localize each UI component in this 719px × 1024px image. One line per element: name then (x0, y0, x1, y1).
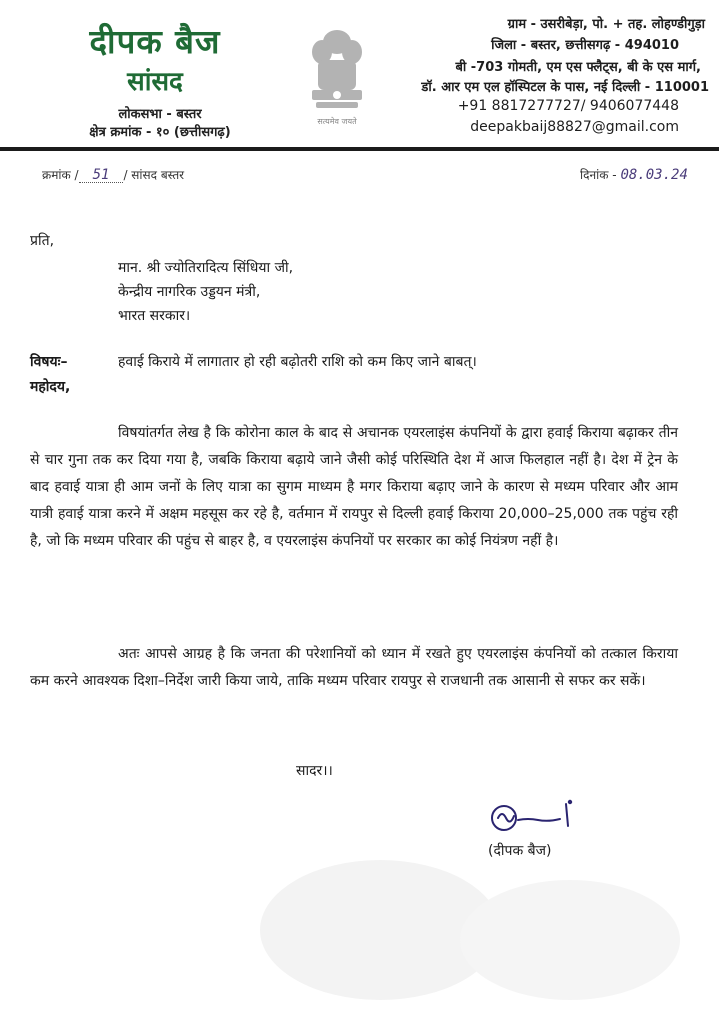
mp-title: सांसद (127, 67, 183, 97)
subject-text: हवाई किराये में लागातार हो रही बढ़ोतरी राशि को कम किए जाने बाबत्। (118, 354, 477, 370)
mp-name: दीपक बैज (89, 22, 221, 61)
letter-date (580, 166, 688, 183)
reference-number (42, 166, 184, 183)
address-line-2: जिला - बस्तर, छत्तीसगढ़ - 494010 (491, 38, 679, 53)
date-value: 08.03.24 (620, 167, 688, 183)
recipient-line-3: भारत सरकार। (118, 308, 191, 324)
subject-label: विषयः– (30, 354, 68, 370)
reference-prefix: क्रमांक / (42, 168, 79, 182)
to-label: प्रति, (30, 233, 55, 249)
lion-capital-icon (302, 24, 372, 134)
constituency: लोकसभा - बस्तर (118, 107, 202, 122)
address-line-4: डॉ. आर एम एल हॉस्पिटल के पास, नई दिल्ली - 110001 (421, 80, 709, 95)
reference-value: 51 (92, 167, 110, 183)
recipient-line-1: मान. श्री ज्योतिरादित्य सिंधिया जी, (118, 260, 294, 276)
reference-suffix: / सांसद बस्तर (123, 168, 185, 182)
national-emblem (302, 24, 372, 134)
body-paragraph-2: अतः आपसे आग्रह है कि जनता की परेशानियों को ध्यान में रखते हुए एयरलाइंस कंपनियों को तत्काल किराया कम करने आवश्यक दिशा–निर्देश जारी किया जाये, ताकि मध्यम परिवार रायपुर से राजधानी तक आसानी से सफर कर सकें। (30, 646, 678, 689)
address-line-1: ग्राम - उसरीबेड़ा, पो. + तह. लोहण्डीगुड़ा (507, 17, 705, 32)
recipient-line-2: केन्द्रीय नागरिक उड्डयन मंत्री, (118, 284, 261, 300)
constituency-area: क्षेत्र क्रमांक - १० (छत्तीसगढ़) (89, 125, 231, 140)
date-label: दिनांक - (580, 168, 617, 182)
header-divider (0, 147, 719, 151)
email-address: deepakbaij88827@gmail.com (470, 119, 679, 135)
phone-number: +91 8817277727/ 9406077448 (457, 98, 679, 114)
scan-smudge (230, 820, 700, 1020)
salutation: महोदय, (30, 379, 71, 395)
body-paragraph-1: विषयांतर्गत लेख है कि कोरोना काल के बाद से अचानक एयरलाइंस कंपनियों के द्वारा हवाई किराया बढ़ाकर तीन से चार गुना तक कर दिया गया है, जबकि किराया बढ़ाये जाने जैसी कोई परिस्थिति देश में आज फिलहाल नहीं है। देश में ट्रेन के बाद हवाई यात्रा ही आम जनों के लिए यात्रा का सुगम माध्यम है मगर किराया बढ़ाए जाने के कारण से मध्यम परिवार और आम यात्री हवाई यात्रा करने में अक्षम महसूस कर रहे है, वर्तमान में रायपुर से दिल्ली हवाई किराया 20,000–25,000 तक पहुंच रही है, जो कि मध्यम परिवार की पहुंच से बाहर है, व एयरलाइंस कंपनियों पर सरकार का कोई नियंत्रण नहीं है। (30, 425, 678, 549)
emblem-motto: सत्यमेव जयते (317, 117, 357, 126)
signatory-name: (दीपक बैज) (488, 843, 552, 859)
address-line-3: बी -703 गोमती, एम एस फ्लैट्स, बी के एस मार्ग, (455, 60, 701, 75)
closing: सादर।। (296, 763, 333, 779)
